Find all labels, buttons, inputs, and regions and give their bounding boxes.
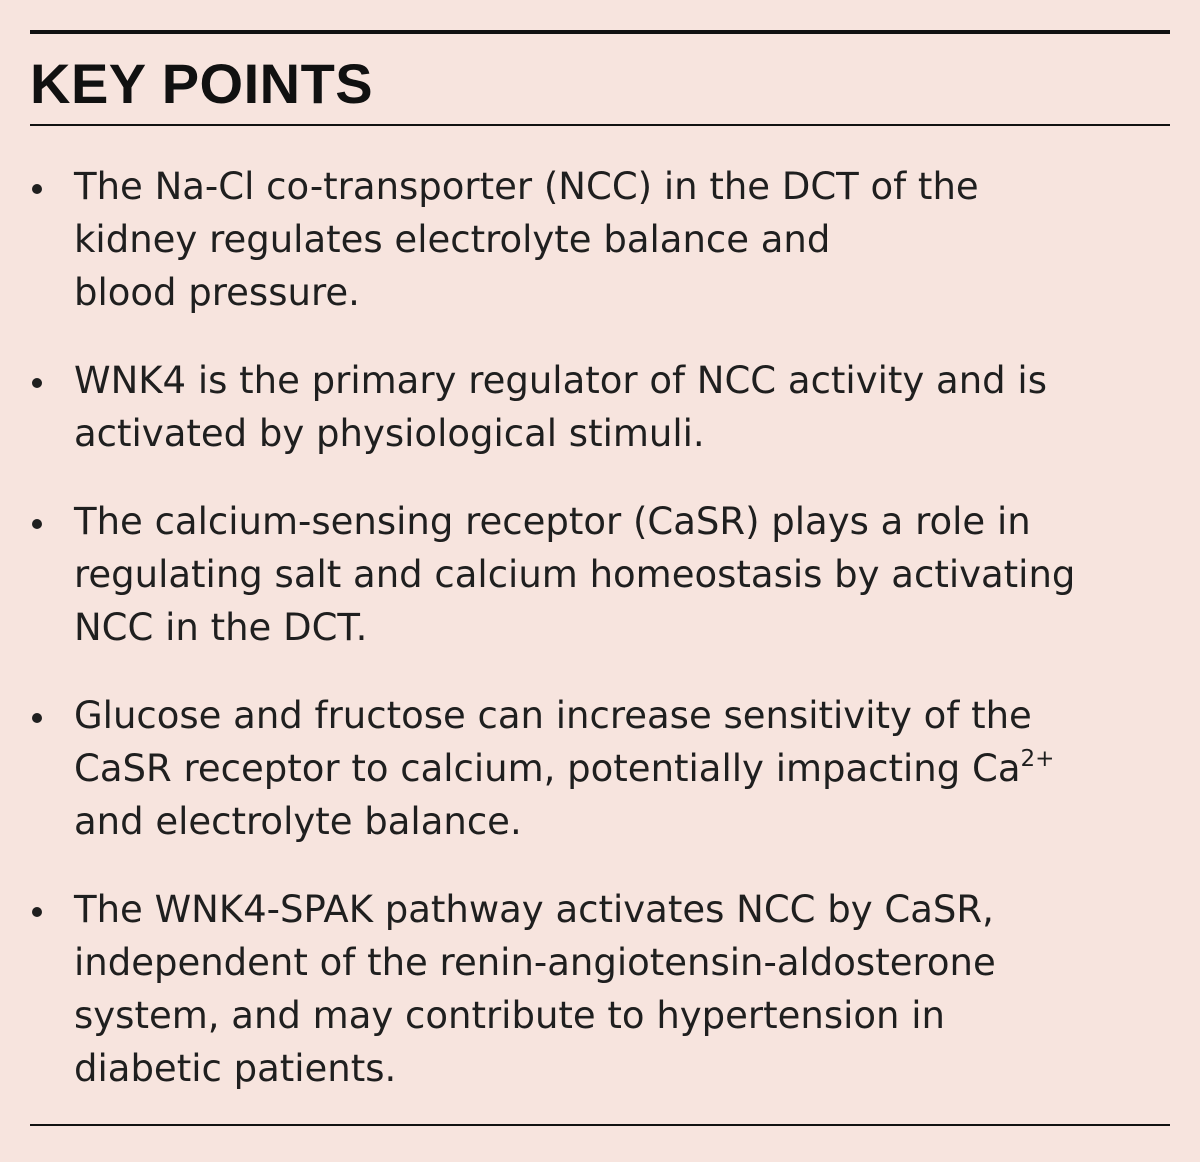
key-point-3-line-1: The calcium-sensing receptor (CaSR) plays a role in <box>74 500 1031 543</box>
key-points-heading: KEY POINTS <box>30 52 374 115</box>
bullet-icon <box>32 907 42 917</box>
key-point-3-line-3: NCC in the DCT. <box>74 606 368 649</box>
key-point-5-line-4: diabetic patients. <box>74 1047 397 1090</box>
key-point-1 <box>30 160 1170 319</box>
key-point-5-line-1: The WNK4-SPAK pathway activates NCC by CaSR, <box>74 888 994 931</box>
key-point-4 <box>30 689 1170 848</box>
key-point-4-line-3: and electrolyte balance. <box>74 800 522 843</box>
key-points-list <box>30 160 1170 1130</box>
key-point-2-line-1: WNK4 is the primary regulator of NCC activity and is <box>74 359 1047 402</box>
key-point-1-line-3: blood pressure. <box>74 271 360 314</box>
key-point-1-line-2: kidney regulates electrolyte balance and <box>74 218 831 261</box>
top-rule <box>30 30 1170 34</box>
key-point-2 <box>30 354 1170 460</box>
bullet-icon <box>32 713 42 723</box>
key-point-1-line-1: The Na-Cl co-transporter (NCC) in the DCT of the <box>74 165 979 208</box>
bottom-rule <box>30 1124 1170 1126</box>
bullet-icon <box>32 184 42 194</box>
key-point-2-line-2: activated by physiological stimuli. <box>74 412 705 455</box>
key-point-5 <box>30 883 1170 1095</box>
bullet-icon <box>32 519 42 529</box>
key-point-5-line-2: independent of the renin-angiotensin-aldosterone <box>74 941 996 984</box>
key-point-4-line-1: Glucose and fructose can increase sensitivity of the <box>74 694 1032 737</box>
key-point-4-line-2-text: CaSR receptor to calcium, potentially impacting Ca <box>74 747 1021 790</box>
heading-divider <box>30 124 1170 126</box>
key-point-5-line-3: system, and may contribute to hypertension in <box>74 994 945 1037</box>
bullet-icon <box>32 378 42 388</box>
key-point-3 <box>30 495 1170 654</box>
key-point-4-line-2 <box>74 742 1170 795</box>
calcium-charge-superscript: 2+ <box>1020 745 1055 772</box>
key-point-3-line-2: regulating salt and calcium homeostasis by activating <box>74 553 1076 596</box>
